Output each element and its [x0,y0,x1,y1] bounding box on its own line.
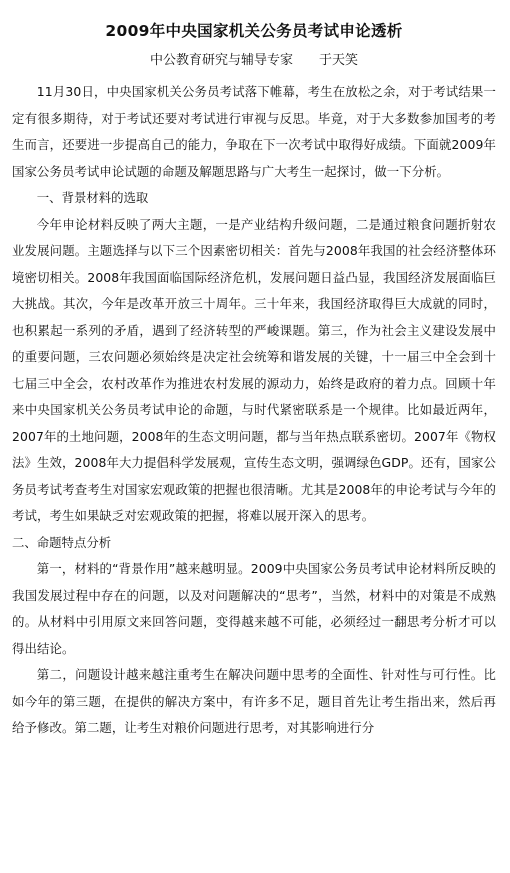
background-paragraph: 今年申论材料反映了两大主题，一是产业结构升级问题，二是通过粮食问题折射农业发展问题。主题选择与以下三个因素密切相关：首先与2008年我国的社会经济整体环境密切相关。2008年我国面临国际经济危机，发展问题日益凸显，我国经济发展面临巨大挑战。其次，今年是改革开放三十周年。三十年来，我国经济取得巨大成就的同时，也积累起一系列的矛盾，遇到了经济转型的严峻课题。第三，作为社会主义建设发展中的重要问题，三农问题必须始终是决定社会统筹和谐发展的关键，十一届三中全会到十七届三中全会，农村改革作为推进农村发展的源动力，始终是政府的着力点。回顾十年来中央国家机关公务员考试申论的命题，与时代紧密联系是一个规律。比如最近两年，2007年的土地问题，2008年的生态文明问题，都与当年热点联系密切。2007年《物权法》生效，2008年大力提倡科学发展观，宣传生态文明，强调绿色GDP。还有，国家公务员考试考查考生对国家宏观政策的把握也很清晰。尤其是2008年的申论考试与今年的考试，考生如果缺乏对宏观政策的把握，将难以展开深入的思考。 [12,216,496,523]
intro-paragraph: 11月30日，中央国家机关公务员考试落下帷幕，考生在放松之余，对于考试结果一定有很多期待，对于考试还要对考试进行审视与反思。毕竟，对于大多数参加国考的考生而言，还要进一步提高自己的能力，争取在下一次考试中取得好成绩。下面就2009年国家公务员考试申论试题的命题及解题思路与广大考生一起探讨，做一下分析。 [12,84,496,179]
characteristic-paragraph-2: 第二，问题设计越来越注重考生在解决问题中思考的全面性、针对性与可行性。比如今年的第三题，在提供的解决方案中，有许多不足，题目首先让考生指出来，然后再给予修改。第二题，让考生对粮价问题进行思考，对其影响进行分 [12,667,496,735]
author-organization: 中公教育研究与辅导专家 [149,53,293,68]
document-title: 2009年中央国家机关公务员考试申论透析 [105,22,403,40]
section-heading-characteristics: 二、命题特点分析 [12,534,112,550]
section-heading-background: 一、背景材料的选取 [36,190,149,205]
author-name: 于天笑 [319,53,359,68]
document-byline [12,51,496,71]
characteristic-paragraph-1: 第一，材料的“背景作用”越来越明显。2009中央国家公务员考试申论材料所反映的我国发展过程中存在的问题，以及对问题解决的“思考”，当然，材料中的对策是不成熟的。从材料中引用原文来回答问题，变得越来越不可能，必须经过一翻思考分析才可以得出结论。 [12,561,496,656]
